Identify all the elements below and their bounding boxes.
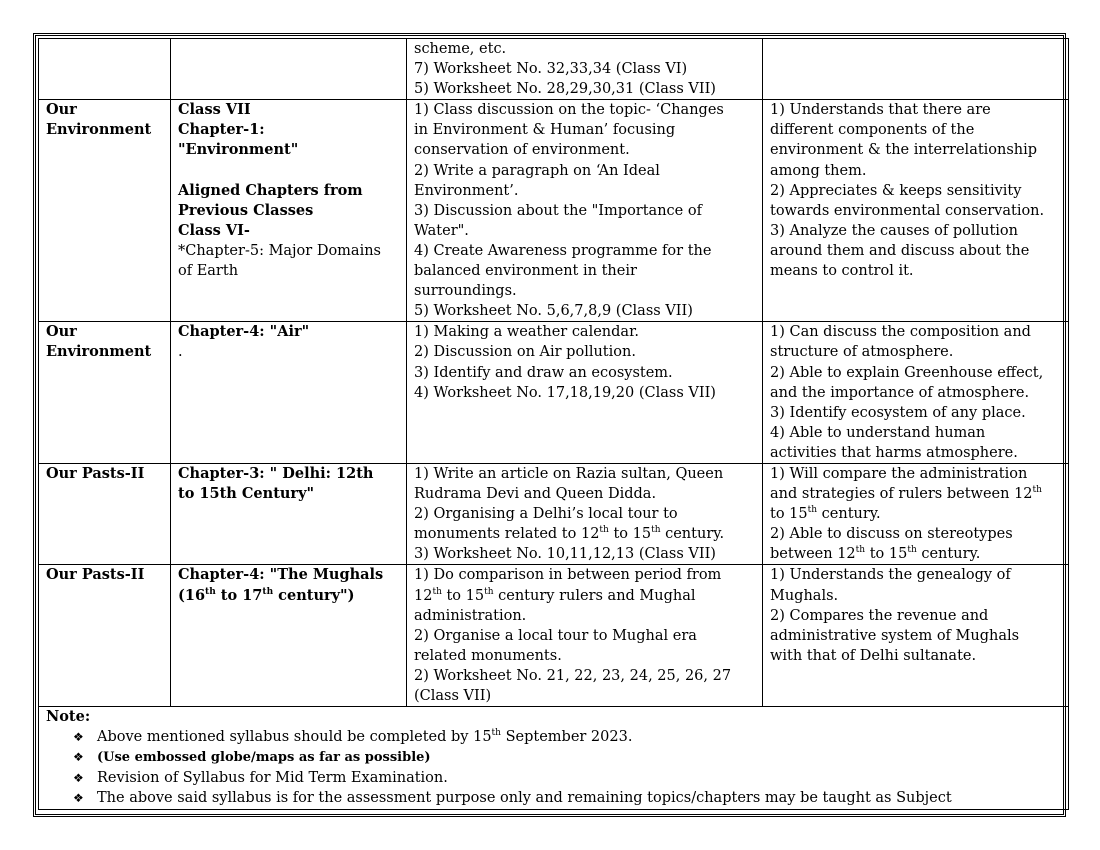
- activities-cell: [407, 565, 763, 707]
- activities-cell: [407, 463, 763, 564]
- diamond-bullet-icon: ❖: [73, 750, 84, 765]
- chapter-cell: [171, 322, 407, 464]
- outcome-line: 2) Able to explain Greenhouse effect,: [770, 364, 1044, 381]
- note-item: ❖ The above said syllabus is for the assessment purpose only and remaining topics/chapters may be taught as Subject: [73, 788, 1068, 808]
- activity-line: related monuments.: [414, 647, 562, 664]
- activity-line: 2) Write a paragraph on ‘An Ideal: [414, 162, 660, 179]
- activity-line: 7) Worksheet No. 32,33,34 (Class VI): [414, 61, 688, 78]
- diamond-bullet-icon: ❖: [73, 791, 84, 806]
- note-cell: [39, 707, 1069, 809]
- book-cell: [39, 39, 171, 100]
- activity-line: 1) Making a weather calendar.: [414, 324, 640, 341]
- book-cell: [39, 463, 171, 564]
- activity-line: 3) Worksheet No. 10,11,12,13 (Class VII): [414, 546, 716, 563]
- aligned-heading: Aligned Chapters from: [178, 181, 363, 199]
- activity-line: Water".: [414, 222, 469, 239]
- activity-line: Rudrama Devi and Queen Didda.: [414, 486, 657, 503]
- chapter-cell: [171, 463, 407, 564]
- table-row: [39, 565, 1069, 707]
- table-row: [39, 100, 1069, 322]
- activity-line: in Environment & Human’ focusing: [414, 122, 676, 139]
- outcome-line: administrative system of Mughals: [770, 627, 1020, 644]
- note-item: ❖ Above mentioned syllabus should be completed by 15th September 2023.: [73, 727, 1068, 747]
- activity-line: 4) Worksheet No. 17,18,19,20 (Class VII): [414, 384, 716, 401]
- activity-line: conservation of environment.: [414, 142, 630, 159]
- outcome-line: 1) Understands that there are: [770, 102, 991, 119]
- outcome-line: and strategies of rulers between 12th: [770, 485, 1042, 503]
- note-row: [39, 707, 1069, 809]
- table-row: [39, 39, 1069, 100]
- chapter-name: Chapter-4: "Air": [178, 323, 310, 341]
- activity-line: 2) Organising a Delhi’s local tour to: [414, 506, 678, 523]
- outcomes-cell: [763, 100, 1069, 322]
- outcome-line: environment & the interrelationship: [770, 142, 1038, 159]
- activity-line: surroundings.: [414, 283, 517, 300]
- outcome-line: means to control it.: [770, 263, 914, 280]
- chapter-extra: .: [178, 344, 183, 361]
- outcome-line: 2) Appreciates & keeps sensitivity: [770, 182, 1022, 199]
- book-name: Our Pasts-II: [46, 464, 145, 482]
- book-name: Our Pasts-II: [46, 566, 145, 584]
- book-cell: [39, 100, 171, 322]
- outcome-line: 2) Compares the revenue and: [770, 607, 989, 624]
- outcome-line: towards environmental conservation.: [770, 202, 1045, 219]
- activity-line: 1) Do comparison in between period from: [414, 567, 722, 584]
- book-name: Our: [46, 101, 77, 119]
- activity-line: 5) Worksheet No. 28,29,30,31 (Class VII): [414, 81, 716, 98]
- activities-cell: [407, 322, 763, 464]
- chapter-name: (16th to 17th century"): [178, 586, 355, 604]
- chapter-cell: [171, 565, 407, 707]
- activity-line: 5) Worksheet No. 5,6,7,8,9 (Class VII): [414, 303, 693, 320]
- outcomes-cell: [763, 39, 1069, 100]
- class-label: Class VII: [178, 101, 251, 119]
- book-name: Environment: [46, 121, 152, 139]
- chapter-name: Chapter-4: "The Mughals: [178, 566, 384, 584]
- activity-line: 2) Worksheet No. 21, 22, 23, 24, 25, 26, 27: [414, 667, 732, 684]
- outcomes-cell: [763, 463, 1069, 564]
- book-name: Environment: [46, 343, 152, 361]
- note-item: ❖ Revision of Syllabus for Mid Term Examination.: [73, 768, 1068, 788]
- outcome-line: 4) Able to understand human: [770, 424, 986, 441]
- outcome-line: different components of the: [770, 122, 975, 139]
- activity-line: 12th to 15th century rulers and Mughal: [414, 586, 696, 604]
- note-item: ❖ (Use embossed globe/maps as far as possible): [73, 747, 1068, 768]
- outcome-line: 3) Analyze the causes of pollution: [770, 222, 1019, 239]
- table-row: [39, 322, 1069, 464]
- diamond-bullet-icon: ❖: [73, 730, 84, 745]
- activity-line: scheme, etc.: [414, 41, 507, 57]
- chapter-name: Chapter-3: " Delhi: 12th: [178, 464, 374, 482]
- outcome-line: 1) Will compare the administration: [770, 465, 1028, 482]
- activity-line: 1) Write an article on Razia sultan, Queen: [414, 465, 724, 482]
- activity-line: 2) Discussion on Air pollution.: [414, 344, 636, 361]
- activity-line: balanced environment in their: [414, 263, 637, 280]
- activities-cell: [407, 100, 763, 322]
- activity-line: monuments related to 12th to 15th century.: [414, 525, 725, 543]
- outcomes-cell: [763, 322, 1069, 464]
- note-title: Note:: [46, 708, 91, 726]
- activity-line: administration.: [414, 607, 527, 624]
- syllabus-table: [38, 38, 1069, 810]
- outcome-line: activities that harms atmosphere.: [770, 444, 1018, 461]
- chapter-cell: [171, 39, 407, 100]
- outcome-line: between 12th to 15th century.: [770, 545, 981, 563]
- previous-chapter: *Chapter-5: Major Domains: [178, 242, 381, 259]
- book-name: Our: [46, 323, 77, 341]
- activities-cell: [407, 39, 763, 100]
- activity-line: (Class VII): [414, 688, 492, 704]
- book-cell: [39, 565, 171, 707]
- note-list: [46, 727, 1068, 808]
- book-cell: [39, 322, 171, 464]
- activity-line: Environment’.: [414, 182, 519, 199]
- outcome-line: to 15th century.: [770, 505, 881, 523]
- outcome-line: around them and discuss about the: [770, 242, 1030, 259]
- aligned-heading: Previous Classes: [178, 201, 314, 219]
- activity-line: 1) Class discussion on the topic- ‘Changes: [414, 102, 724, 119]
- outcome-line: structure of atmosphere.: [770, 344, 954, 361]
- chapter-name: "Environment": [178, 141, 299, 159]
- outcomes-cell: [763, 565, 1069, 707]
- activity-line: 4) Create Awareness programme for the: [414, 242, 712, 259]
- diamond-bullet-icon: ❖: [73, 771, 84, 786]
- activity-line: 3) Discussion about the "Importance of: [414, 202, 702, 219]
- chapter-number: Chapter-1:: [178, 121, 265, 139]
- activity-line: 3) Identify and draw an ecosystem.: [414, 364, 673, 381]
- spacer: [178, 161, 406, 181]
- outcome-line: 1) Can discuss the composition and: [770, 324, 1031, 341]
- table-row: [39, 463, 1069, 564]
- outcome-line: Mughals.: [770, 587, 839, 604]
- outcome-line: among them.: [770, 162, 867, 179]
- outcome-line: 2) Able to discuss on stereotypes: [770, 526, 1013, 543]
- previous-class-label: Class VI-: [178, 221, 250, 239]
- activity-line: 2) Organise a local tour to Mughal era: [414, 627, 697, 644]
- outcome-line: 3) Identify ecosystem of any place.: [770, 404, 1026, 421]
- chapter-cell: [171, 100, 407, 322]
- previous-chapter: of Earth: [178, 262, 239, 279]
- outcome-line: 1) Understands the genealogy of: [770, 567, 1011, 584]
- chapter-name: to 15th Century": [178, 485, 315, 503]
- outcome-line: and the importance of atmosphere.: [770, 384, 1030, 401]
- outcome-line: with that of Delhi sultanate.: [770, 647, 977, 664]
